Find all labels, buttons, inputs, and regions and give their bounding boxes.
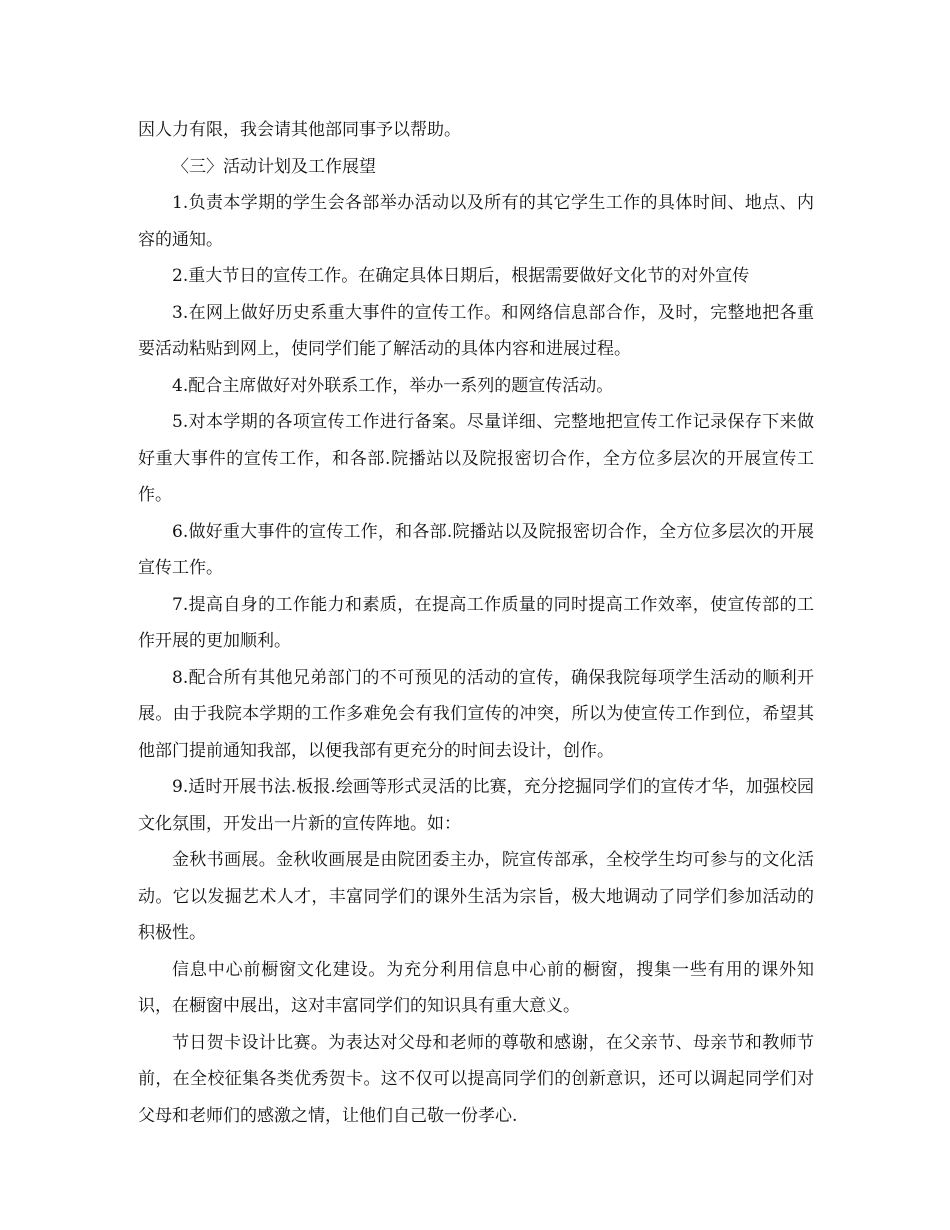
plan-item-3: 3.在网上做好历史系重大事件的宣传工作。和网络信息部合作，及时，完整地把各重要活动粘贴到网上，使同学们能了解活动的具体内容和进展过程。: [138, 302, 814, 359]
plan-item-7: 7.提高自身的工作能力和素质，在提高工作质量的同时提高工作效率，使宣传部的工作开展的更加顺利。: [138, 594, 814, 651]
document-page: [138, 112, 814, 1134]
plan-item-9: 9.适时开展书法.板报.绘画等形式灵活的比赛，充分挖掘同学们的宣传才华，加强校园文化氛围，开发出一片新的宣传阵地。如：: [138, 777, 814, 834]
plan-item-6: 6.做好重大事件的宣传工作，和各部.院播站以及院报密切合作，全方位多层次的开展宣传工作。: [138, 521, 814, 578]
continuation-paragraph: 因人力有限，我会请其他部同事予以帮助。: [138, 120, 461, 140]
example-paragraph-showcase: 信息中心前橱窗文化建设。为充分利用信息中心前的橱窗，搜集一些有用的课外知识，在橱窗中展出，这对丰富同学们的知识具有重大意义。: [138, 959, 814, 1016]
section-heading: 〈三〉活动计划及工作展望: [172, 156, 376, 177]
plan-item-1: 1.负责本学期的学生会各部举办活动以及所有的其它学生工作的具体时间、地点、内容的通知。: [138, 193, 814, 250]
plan-item-2: 2.重大节日的宣传工作。在确定具体日期后，根据需要做好文化节的对外宣传: [172, 266, 750, 286]
plan-item-8: 8.配合所有其他兄弟部门的不可预见的活动的宣传，确保我院每项学生活动的顺利开展。由于我院本学期的工作多难免会有我们宣传的冲突，所以为使宣传工作到位，希望其他部门提前通知我部，以便我部有更充分的时间去设计，创作。: [138, 667, 814, 761]
example-paragraph-autumn-exhibition: 金秋书画展。金秋收画展是由院团委主办，院宣传部承，全校学生均可参与的文化活动。它以发掘艺术人才，丰富同学们的课外生活为宗旨，极大地调动了同学们参加活动的积极性。: [138, 850, 814, 943]
example-paragraph-greeting-card: 节日贺卡设计比赛。为表达对父母和老师的尊敬和感谢，在父亲节、母亲节和教师节前，在全校征集各类优秀贺卡。这不仅可以提高同学们的创新意识，还可以调起同学们对父母和老师们的感激之情，让他们自己敬一份孝心.: [138, 1032, 814, 1126]
plan-item-4: 4.配合主席做好对外联系工作，举办一系列的题宣传活动。: [172, 375, 614, 396]
plan-item-5: 5.对本学期的各项宣传工作进行备案。尽量详细、完整地把宣传工作记录保存下来做好重大事件的宣传工作，和各部.院播站以及院报密切合作，全方位多层次的开展宣传工作。: [138, 412, 814, 505]
